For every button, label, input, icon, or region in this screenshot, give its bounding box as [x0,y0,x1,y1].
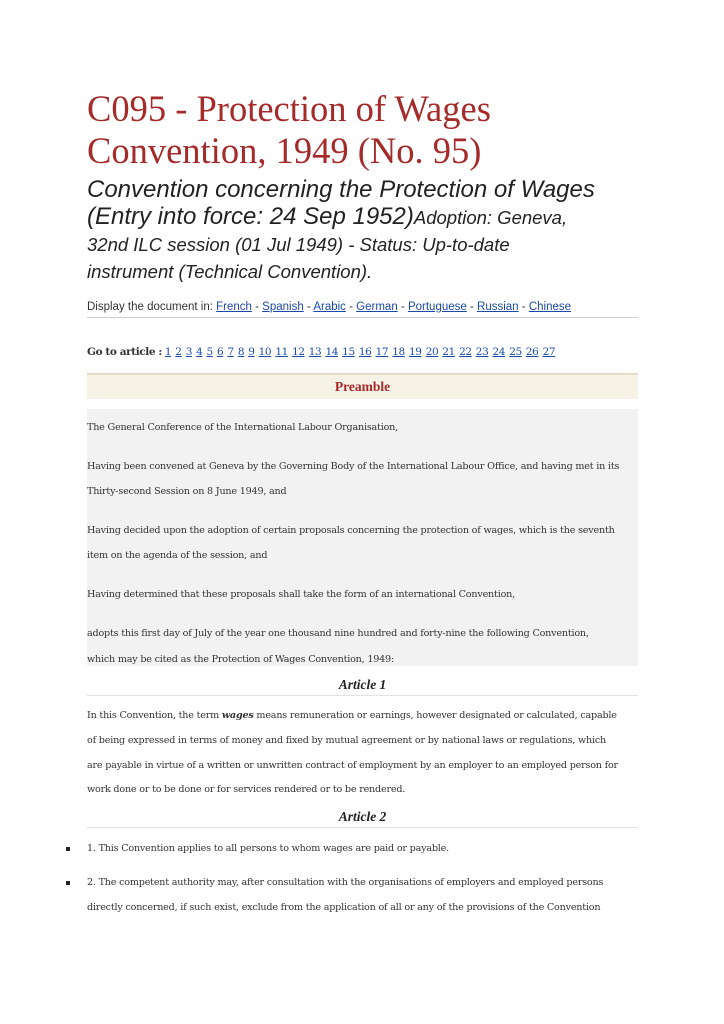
article-navigation [87,346,638,358]
article-link-21[interactable]: 21 [442,346,455,358]
language-link-arabic[interactable]: Arabic [313,301,346,313]
article-link-8[interactable]: 8 [237,346,245,358]
article-1-line: work done or to be done or for services rendered or to be rendered. [87,784,406,795]
language-separator: - [518,301,529,313]
article-links [165,346,557,358]
article-link-10[interactable]: 10 [258,346,272,358]
article-link-14[interactable]: 14 [325,346,339,358]
display-label: Display the document in: [87,301,213,313]
article-1-line [87,703,638,728]
article-link-18[interactable]: 18 [392,346,405,358]
article-link-1[interactable]: 1 [164,346,172,358]
preamble-line: Having been convened at Geneva by the Governing Body of the International Labour Office, and having met in its [87,461,620,472]
language-link-portuguese[interactable]: Portuguese [407,301,467,313]
article-2-item: 1. This Convention applies to all persons to whom wages are paid or payable. [87,843,449,854]
language-link-german[interactable]: German [356,301,398,313]
language-separator: - [345,301,357,313]
language-link-russian[interactable]: Russian [477,301,519,313]
article-1-text-post: means remuneration or earnings, however designated or calculated, capable [253,710,617,721]
article-link-16[interactable]: 16 [358,346,372,358]
preamble-heading: Preamble [87,373,638,399]
language-link-chinese[interactable]: Chinese [528,301,572,313]
article-link-7[interactable]: 7 [227,346,234,358]
preamble-line: item on the agenda of the session, and [87,550,268,561]
article-2-heading: Article 2 [87,809,638,828]
article-link-4[interactable]: 4 [196,346,203,358]
article-2-item: 2. The competent authority may, after consultation with the organisations of employers and employed persons [87,877,604,888]
preamble-line: The General Conference of the International Labour Organisation, [87,422,398,433]
article-link-11[interactable]: 11 [275,346,288,358]
language-separator: - [303,301,314,313]
language-separator: - [251,301,263,313]
page-title [87,88,638,172]
article-1-line: are payable in virtue of a written or unwritten contract of employment by an employer to an employed person for [87,760,618,771]
language-link-french[interactable]: French [216,301,252,313]
language-link-spanish[interactable]: Spanish [262,301,304,313]
language-selector [87,301,638,318]
article-1-line: of being expressed in terms of money and fixed by mutual agreement or by national laws or regulations, which [87,735,607,746]
article-link-12[interactable]: 12 [292,346,305,358]
subtitle-line-2a: (Entry into force: 24 Sep 1952) [87,203,414,230]
article-link-26[interactable]: 26 [525,346,539,358]
subtitle-line-4: instrument (Technical Convention). [87,261,373,282]
language-separator: - [397,301,408,313]
bullet-icon [66,847,70,851]
article-link-25[interactable]: 25 [509,346,522,358]
preamble-line: adopts this first day of July of the year one thousand nine hundred and forty-nine the following Convention, [87,628,589,639]
article-link-22[interactable]: 22 [459,346,472,358]
term-wages: wages [221,710,254,721]
article-1-heading: Article 1 [87,677,638,696]
article-link-2[interactable]: 2 [175,346,182,358]
preamble-line: Having determined that these proposals shall take the form of an international Convention, [87,589,515,600]
article-link-5[interactable]: 5 [206,346,213,358]
article-link-20[interactable]: 20 [425,346,439,358]
article-link-15[interactable]: 15 [342,346,355,358]
article-link-9[interactable]: 9 [248,346,255,358]
bullet-icon [66,881,70,885]
subtitle-line-3: 32nd ILC session (01 Jul 1949) - Status: Up-to-date [87,234,510,255]
article-link-27[interactable]: 27 [542,346,556,358]
article-link-3[interactable]: 3 [185,346,192,358]
preamble-line: Thirty-second Session on 8 June 1949, and [87,486,287,497]
preamble-line: which may be cited as the Protection of Wages Convention, 1949: [87,654,394,665]
article-2-item: directly concerned, if such exist, exclude from the application of all or any of the provisions of the Convention [87,902,601,913]
article-1-text-pre: In this Convention, the term [87,710,222,721]
language-links [216,301,571,313]
title-line-1: C095 - Protection of Wages [87,88,491,129]
subtitle-line-2b: Adoption: Geneva, [413,207,568,228]
subtitle-line-1: Convention concerning the Protection of Wages [87,176,595,203]
goto-label: Go to article : [87,346,162,358]
title-line-2: Convention, 1949 (No. 95) [87,130,482,171]
article-link-23[interactable]: 23 [475,346,489,358]
article-link-6[interactable]: 6 [216,346,224,358]
document-page [87,88,638,913]
article-link-13[interactable]: 13 [308,346,322,358]
page-subtitle [87,176,638,284]
preamble-line: Having decided upon the adoption of certain proposals concerning the protection of wages, which is the seventh [87,525,615,536]
article-link-24[interactable]: 24 [492,346,506,358]
language-separator: - [466,301,478,313]
article-link-19[interactable]: 19 [408,346,422,358]
article-link-17[interactable]: 17 [375,346,389,358]
